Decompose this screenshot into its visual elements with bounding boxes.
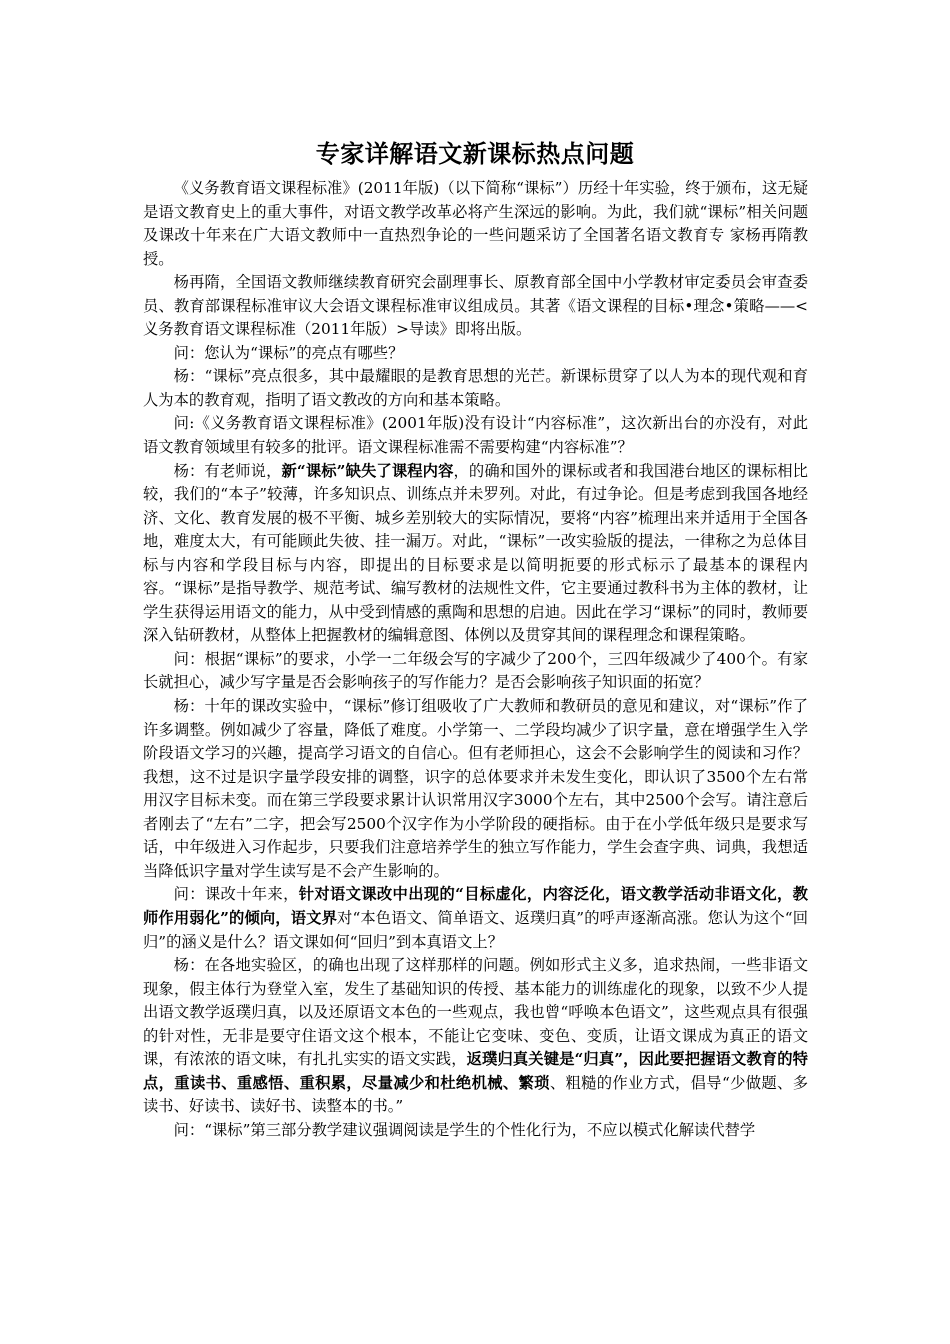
paragraph bbox=[143, 177, 808, 271]
document-body bbox=[143, 177, 808, 1142]
paragraph bbox=[143, 883, 808, 954]
paragraph bbox=[143, 695, 808, 883]
paragraph bbox=[143, 648, 808, 695]
text-run: 《义务教育语文课程标准》(2011年版)（以下简称“课标”）历经十年实验，终于颁布，这无疑是语文教育史上的重大事件，对语文教学改革必将产生深远的影响。为此，我们就“课标”相关问题及课改十年来在广大语文教师中一直热烈争论的一些问题采访了全国著名语文教育专 家杨再隋教授。 bbox=[143, 179, 808, 268]
paragraph bbox=[143, 365, 808, 412]
paragraph bbox=[143, 954, 808, 1119]
text-run: 问:《义务教育语文课程标准》(2001年版)没有设计“内容标准”，这次新出台的亦没有，对此语文教育领域里有较多的批评。语文课程标准需不需要构建“内容标准”？ bbox=[143, 414, 808, 457]
text-run: 杨：十年的课改实验中，“课标”修订组吸收了广大教师和教研员的意见和建议，对“课标”作了许多调整。例如减少了容量，降低了难度。小学第一、二学段均减少了识字量，意在增强学生入学阶段语文学习的兴趣，提高学习语文的自信心。但有老师担心，这会不会影响学生的阅读和习作？我想，这不过是识字量学段安排的调整，识字的总体要求并未发生变化，即认识了3500个左右常用汉字目标未变。而在第三学段要求累计认识常用汉字3000个左右，其中2500个会写。请注意后者刚去了“左右”二字，把会写2500个汉字作为小学阶段的硬指标。由于在小学低年级只是要求写话，中年级进入习作起步，只要我们注意培养学生的独立写作能力，学生会查字典、词典，我想适当降低识字量对学生读写是不会产生影响的。 bbox=[143, 697, 808, 880]
text-run: 问：“课标”第三部分教学建议强调阅读是学生的个性化行为，不应以模式化解读代替学 bbox=[173, 1120, 756, 1139]
document-title: 专家详解语文新课标热点问题 bbox=[315, 139, 635, 168]
text-run: 杨：有老师说， bbox=[173, 461, 282, 480]
text-run: 杨：在各地实验区，的确也出现了这样那样的问题。例如形式主义多，追求热闹，一些非语文现象，假主体行为登堂入室，发生了基础知识的传授、基本能力的训练虚化的现象，以致不少人提出语文教学返璞归真，以及还原语文本色的一些观点，我也曾“呼唤本色语文”，这些观点具有很强的针对性，无非是要守住语文这个根本，不能让它变味、变色、变质，让语文课成为真正的语文课，有浓浓的语文味，有扎扎实实的语文实践， bbox=[143, 956, 808, 1069]
paragraph bbox=[143, 271, 808, 342]
text-run: 、粗糙的作业方式，倡导“少做题、多读书、好读书、读好书、读整本的书。” bbox=[143, 1073, 808, 1116]
text-run: 杨再隋，全国语文教师继续教育研究会副理事长、原教育部全国中小学教材审定委员会审查委员、教育部课程标准审议大会语文课程标准审议组成员。其著《语文课程的目标•理念•策略——<义务教育语文课程标准（2011年版）>导读》即将出版。 bbox=[143, 273, 808, 339]
bold-text-run: 针对语文课改中出现的“目标虚化，内容泛化，语文教学活动非语文化，教师作用弱化”的倾向，语文界 bbox=[143, 885, 808, 927]
bold-text-run: 新“课标”缺失了课程内容 bbox=[281, 461, 454, 480]
paragraph bbox=[143, 1119, 808, 1143]
paragraph bbox=[143, 412, 808, 459]
paragraph bbox=[143, 342, 808, 366]
text-run: ，的确和国外的课标或者和我国港台地区的课标相比较，我们的“本子”较薄，许多知识点、训练点并未罗列。对此，有过争论。但是考虑到我国各地经济、文化、教育发展的极不平衡、城乡差别较大的实际情况，要将“内容”梳理出来并适用于全国各地，难度太大，有可能顾此失彼、挂一漏万。对此，“课标”一改实验版的提法，一律称之为总体目标与内容和学段目标与内容，即提出的目标要求是以简明扼要的形式标示了最基本的课程内容。“课标”是指导教学、规范考试、编写教材的法规性文件，它主要通过教科书为主体的教材，让学生获得运用语文的能力，从中受到情感的熏陶和思想的启迪。因此在学习“课标”的同时，教师要深入钻研教材，从整体上把握教材的编辑意图、体例以及贯穿其间的课程理念和课程策略。 bbox=[143, 461, 808, 645]
paragraph bbox=[143, 460, 808, 648]
text-run: 问：您认为“课标”的亮点有哪些？ bbox=[173, 343, 404, 362]
text-run: 对“本色语文、简单语文、返璞归真”的呼声逐渐高涨。您认为这个“回归”的涵义是什么？语文课如何“回归”到本真语文上？ bbox=[143, 908, 808, 951]
text-run: 杨：“课标”亮点很多，其中最耀眼的是教育思想的光芒。新课标贯穿了以人为本的现代观和育人为本的教育观，指明了语文教改的方向和基本策略。 bbox=[143, 367, 808, 409]
text-run: 问：根据“课标”的要求，小学一二年级会写的字减少了200个，三四年级减少了400个。有家长就担心，减少写字量是否会影响孩子的写作能力？是否会影响孩子知识面的拓宽？ bbox=[143, 649, 808, 692]
text-run: 问：课改十年来， bbox=[173, 885, 299, 904]
bold-text-run: 返璞归真关键是“归真”，因此要把握语文教育的特点，重读书、重感悟、重积累，尽量减少和杜绝机械、繁琐 bbox=[143, 1050, 808, 1092]
